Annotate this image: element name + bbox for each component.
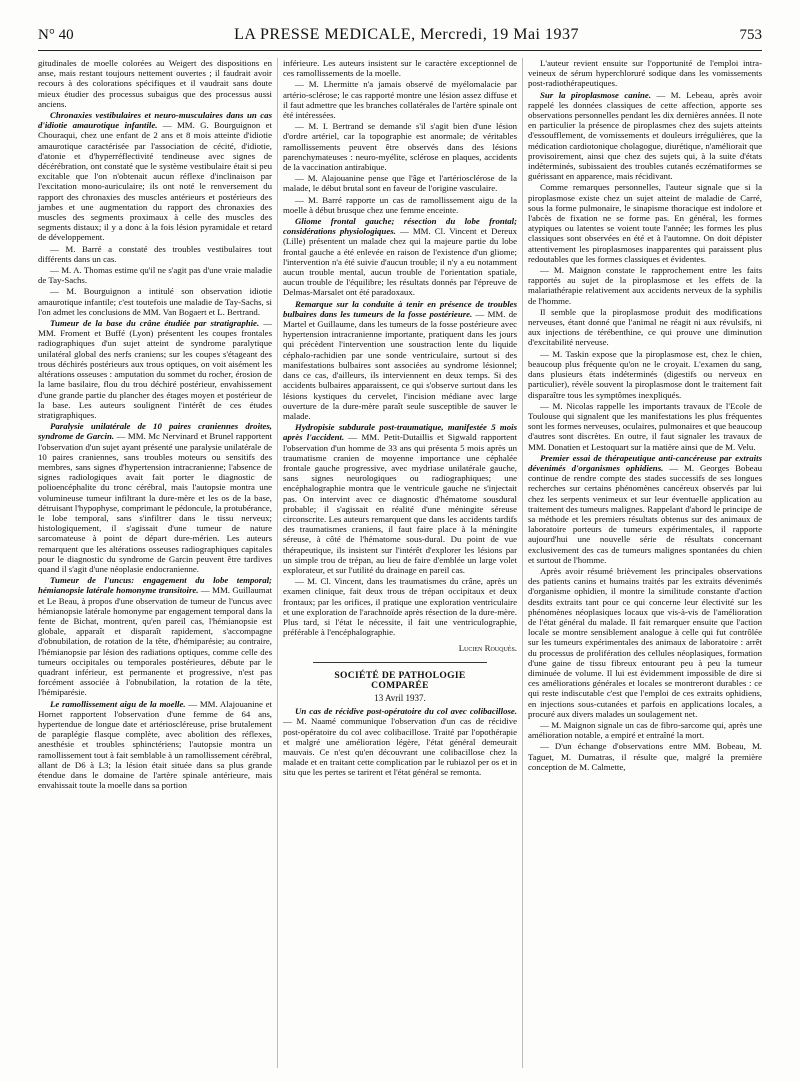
article-body: — MM. Mc Nervinard et Brunel rapportent l'observation d'un sujet ayant présenté une paralysie unilatérale de 10 paires craniennes, sans troubles moteurs ou sensitifs des membres, sans signes d'hypertension intracranienne; l'absence de signes radiologiques avait fait porter le diagnostic de polioencéphalite du tronc cérébral, mais l'autopsie montra une volumineuse tumeur infiltrant la dure-mère et les os de la base, détruisant l'hypophyse, comprimant le pédoncule, la protubérance, le lobe temporal, sans s'infiltrer dans le tissu nerveux; histologiquement, il s'agissait d'une tumeur de nature sarcomateuse à point de départ dure-mérien. Les auteurs remarquent que les altérations osseuses radiographiques capitales pour le diagnostic du syndrome de Garcin peuvent être tardives quand il s'agit d'une néoplasie endocranienne. xyxy=(38,431,272,574)
paragraph: — D'un échange d'observations entre MM. Bobeau, M. Taguet, M. Dumatras, il résulte que, malgré la première conception de M. Calmette, xyxy=(528,741,762,772)
paragraph: L'auteur revient ensuite sur l'opportunité de l'emploi intra-veineux de sérum hyperchloruré sodique dans les vomissements post-radiothérapeutiques. xyxy=(528,58,762,89)
column-divider-1 xyxy=(277,58,278,1068)
article-heading: Tumeur de la base du crâne étudiée par stratigraphie. xyxy=(50,318,260,329)
paragraph xyxy=(283,422,517,575)
article-heading: Paralysie unilatérale de 10 paires craniennes droites, syndrome de Garcin. xyxy=(38,421,272,442)
paragraph: Comme remarques personnelles, l'auteur signale que si la piroplasmose existe chez un sujet atteint de maladie de Carré, sous la forme pulmonaire, le sinapisme thoracique est indolore et l'abcès de fixation ne se forme pas. En général, les formes atypiques ou latentes se voient toute l'année; les formes les plus classiques sont observées en été et à l'automne. On doit dépister attentivement les piroplasmoses inapparentes qui paraissent plus redoutables que les formes classiques et évidentes. xyxy=(528,182,762,264)
paragraph: — M. Lhermitte n'a jamais observé de myélomalacie par artério-sclérose; le cas rapporté montre une lésion assez diffuse et il faut admettre que les branches collatérales de l'artère spinale ont été intéressées. xyxy=(283,79,517,121)
journal-title: LA PRESSE MEDICALE, Mercredi, 19 Mai 1937 xyxy=(234,26,579,43)
paragraph xyxy=(38,575,272,697)
article-heading: Premier essai de thérapeutique anti-cancéreuse par extraits dévenimés d'organismes ophidiens. xyxy=(528,452,762,473)
paragraph: — M. Cl. Vincent, dans les traumatismes du crâne, après un examen clinique, fait deux trous de trépan occipitaux et deux frontaux; par les orifices, il pratique une exploration ventriculaire et une exploration de l'arachnoïde après résection de la dure-mère. Plus tard, si l'état le nécessite, il fait une ventriculographie, préférable à l'encéphalographie. xyxy=(283,576,517,638)
paragraph xyxy=(283,216,517,298)
article-body: — M. Lebeau, après avoir rappelé les données classiques de cette affection, apporte ses observations personnelles pendant les dix dernières années. Il note en particulier la présence de piroplasmes chez des sujets atteints d'essoufflement, de vomissements et douleurs irrégulières, que la médication cardiotonique cholagogue, diurétique, n'améliorait que provisoirement, ainsi que chez des sujets qui, à la suite d'états indéterminés, subissaient des troubles cutanés eczématiformes se guérissant en apparence, mais récidivant. xyxy=(528,89,762,182)
paragraph: Il semble que la piroplasmose produit des modifications nerveuses, étant donné que l'animal ne réagit ni aux révulsifs, ni aux injections de térébenthine, ce qui prouve une diminution d'excitabilité nerveuse. xyxy=(528,306,762,348)
paragraph: — M. Barré rapporte un cas de ramollissement aigu de la moelle à début brusque chez une femme enceinte. xyxy=(283,194,517,215)
author-signature: Lucien Rouquès. xyxy=(458,643,517,654)
paragraph: — M. Taskin expose que la piroplasmose est, chez le chien, beaucoup plus fréquente qu'on ne le croyait. L'examen du sang, dans plusieurs états indéterminés (digestifs ou nerveux en particulier), révèle souvent la piroplasmose dont le traitement fait disparaître tous les symptômes inexpliqués. xyxy=(528,348,762,400)
paragraph: gitudinales de moelle colorées au Weigert des dispositions en anse, mais restant toujours nettement ouvertes ; il faudrait avoir recours à des colorations spécifiques et il vaudrait sans doute mieux étudier des processus subaigus que des processus aussi anciens. xyxy=(38,58,272,109)
society-title: SOCIÉTÉ DE PATHOLOGIE COMPARÉE xyxy=(313,662,487,691)
article-heading: Gliome frontal gauche; résection du lobe frontal; considérations physiologiques. xyxy=(283,216,517,237)
paragraph xyxy=(528,90,762,182)
article-heading: Hydropisie subdurale post-traumatique, manifestée 5 mois après l'accident. xyxy=(283,422,517,443)
column-1 xyxy=(38,58,272,791)
paragraph: inférieure. Les auteurs insistent sur le caractère exceptionnel de ces ramollissements de la moelle. xyxy=(283,58,517,79)
paragraph xyxy=(38,699,272,791)
header-rule xyxy=(38,50,762,51)
article-body: — MM. G. Bourguignon et Chouraqui, chez une enfant de 2 ans et 8 mois atteinte d'idiotie amaurotique caractérisée par l'association de cécité, d'idiotie, d'atonie et d'hyperréflectivité tendineuse avec signes de décérébration, ont constaté que le système vestibulaire était si peu excitable que l'on n'obtenait aucun réflexe d'inclinaison par l'excitation mono-auriculaire; ils ont noté le renversement du rapport des chronaxies des muscles antérieurs et postérieurs des jambes et une augmentation du rapport des chronaxies des muscles des segments proximaux à celle des muscles des segments distaux; il y a donc à la fois lésion pyramidale et retard de développement. xyxy=(38,120,272,243)
paragraph: — M. A. Thomas estime qu'il ne s'agit pas d'une vraie maladie de Tay-Sachs. xyxy=(38,265,272,286)
article-body: — MM. de Martel et Guillaume, dans les tumeurs de la fosse postérieure avec hypertension intracranienne importante, pratiquent dans les jours qui précèdent l'intervention une soustraction lente du liquide céphalo-rachidien par une sonde ventriculaire, surtout si des manifestations bulbaires sont associées au syndrome lésionnel; dans ce cas, d'ailleurs, ils interviennent en deux temps. Si des accidents bulbaires apparaissent, ce qui s'observe surtout dans les lésions kystiques du cervelet, l'incision médiane avec large ouverture de la dure-mère paraît seule susceptible de sauver le malade. xyxy=(283,308,517,421)
article-body: — MM. Guillaumat et Le Beau, à propos d'une observation de tumeur de l'uncus avec hémianopsie latérale homonyme par engagement temporal dans la fente de Bichat, montrent, qu'en pareil cas, l'hémianopsie est globale, apparaît et disparaît rapidement, s'accompagne d'obnubilation, de rotation de la tête, d'hémiparésie; au contraire, l'hémianopsie par lésion des radiations optiques, comme celle des tumeurs occipitales ou temporales postérieures, débute par le quadrant inférieur, est permanente et progressive, n'est pas forcément associée à l'obnubilation, la rotation de la tête, l'hémiparésie. xyxy=(38,585,272,698)
article-heading: Chronaxies vestibulaires et neuro-musculaires dans un cas d'idiotie amaurotique infantile. xyxy=(38,110,272,131)
paragraph xyxy=(283,299,517,421)
article-body: — MM. Petit-Dutaillis et Sigwald rapportent l'observation d'un homme de 33 ans qui présenta 5 mois après un traumatisme cranien de moyenne importance une céphalée frontale gauche progressive, avec mydriase unilatérale gauche, sans signes neurologiques ou radiographiques; une encéphalographie montra que le ventricule gauche ne s'injectait pas. On intervint avec ce diagnostic d'hématome sousdural probable; il s'agissait en réalité d'une méningite séreuse circonscrite. Les auteurs remarquent que dans les accidents tardifs des traumatismes craniens, il faut faire place à la méningite séreuse, à côté de l'hématome sous-dural. Du point de vue thérapeutique, ils insistent sur l'intérêt d'explorer les lésions par un simple trou de trépan, au lieu de faire d'emblée un large volet explorateur, et sur l'utilité du drainage en pareil cas. xyxy=(283,432,517,575)
paragraph: — M. Bourguignon a intitulé son observation idiotie amaurotique infantile; c'est toutefois une maladie de Tay-Sachs, si l'on admet les conclusions de MM. Van Bogaert et L. Bertrand. xyxy=(38,286,272,317)
page-header xyxy=(38,26,762,50)
column-divider-2 xyxy=(522,58,523,1068)
article-body: — MM. Alajouanine et Hornet rapportent l'observation d'une femme de 64 ans, hypertendue de longue date et artérioscléreuse, prise brutalement de paraplégie flasque complète, avec abolition des réflexes, anesthésie et troubles sphinctériens; l'autopsie montra un ramollissement tout à fait semblable à un ramollissement cérébral, allant de D6 à L3; la lésion était située dans sa plus grande étendue dans le domaine de l'artère spinale antérieure, mais envahissait toute la moelle dans sa portion xyxy=(38,698,272,791)
paragraph: — M. I. Bertrand se demande s'il s'agit bien d'une lésion d'ordre artériel, car la topographie est anormale; de véritables ramollissements peuvent être observés dans des lésions parenchymateuses : neuro-myélite, sclérose en plaques, accidents de la vaccination antirabique. xyxy=(283,121,517,173)
paragraph: — M. Maignon signale un cas de fibro-sarcome qui, après une amélioration notable, a empiré et entraîné la mort. xyxy=(528,720,762,741)
article-body: — M. Georges Bobeau continue de rendre compte des stades successifs de ses longues recherches sur certains phénomènes cancéreux observés par lui chez les serpents venimeux et sur leur éventuelle application au traitement des tumeurs malignes. Rappelant d'abord le principe de sa méthode et les premiers résultats obtenus sur des animaux de laboratoire porteurs de tumeurs expérimentales, il rapporte aujourd'hui une nouvelle série de résultats concernant exclusivement des cas de tumeurs malignes spontanées du chien et surtout de l'homme. xyxy=(528,462,762,565)
society-date: 13 Avril 1937. xyxy=(374,692,426,703)
column-3 xyxy=(528,58,762,773)
column-2 xyxy=(283,58,517,779)
paragraph: — M. Maignon constate le rapprochement entre les faits rapportés au sujet de la piroplasmose et les effets de la malariathérapie relativement aux accidents nerveux de la syphilis de l'homme. xyxy=(528,265,762,306)
article-heading: Le ramollissement aigu de la moelle. xyxy=(50,698,186,709)
article-heading: Tumeur de l'uncus: engagement du lobe temporal; hémianopsie latérale homonyme transitoire. xyxy=(38,575,272,596)
paragraph xyxy=(38,318,272,420)
article-body: — MM. Froment et Buffé (Lyon) présentent les coupes frontales radiographiques d'un sujet atteint de syndrome paralytique unilatéral global des nerfs craniens; sur les coupes s'étageant des trous déchirés postérieurs aux trous optiques, on voit aisément les altérations osseuses : amputation du sommet du rocher, érosion de la lame basilaire, flou du trou déchiré postérieur, envahissement d'une grande partie du plancher des étages moyen et postérieur de la base. Les auteurs soulignent l'intérêt de ces études stratigraphiques. xyxy=(38,318,272,420)
paragraph xyxy=(283,706,517,777)
article-heading: Un cas de récidive post-opératoire du col avec colibacillose. xyxy=(295,706,517,717)
paragraph xyxy=(38,421,272,574)
paragraph: Après avoir résumé brièvement les principales observations des patients canins et humains traités par les extraits dévenimés d'organisme ophidien, il montre la similitude constante d'action desdits extraits tant pour ce qui concerne leur électivité sur les phénomènes néoplasiques locaux que vis-à-vis de l'amélioration de l'état général du malade. Il fait remarquer ensuite que l'action locale se montre sensiblement analogue à celle qui fut contrôlée sur les tumeurs expérimentales des animaux de laboratoire : arrêt du processus de prolifération des cellules néoplasiques, formation d'une gaine de tissu fibreux entourant peu à peu la tumeur diminuée de volume. Il lui est évidemment impossible de dire si ces améliorations générales et locales se montreront durables : ce qui reste indiscutable c'est que l'emploi de ces extraits ophidiens, en injections sous-cutanées et parfois en applications locales, a procuré aux divers malades un soulagement net. xyxy=(528,565,762,719)
paragraph: — M. Alajouanine pense que l'âge et l'artériosclérose de la malade, le début brutal sont en faveur de l'origine vasculaire. xyxy=(283,173,517,194)
paragraph: — M. Nicolas rappelle les importants travaux de l'Ecole de Toulouse qui signalent que les manifestations les plus fréquentes sont les formes nerveuses, oculaires, pulmonaires et que beaucoup d'autres sont discrètes. En outre, il faut signaler les travaux de MM. Donatien et Lestoquart sur la matière ainsi que de M. Velu. xyxy=(528,400,762,452)
paragraph: — M. Barré a constaté des troubles vestibulaires tout différents dans un cas. xyxy=(38,243,272,264)
article-body: — MM. Cl. Vincent et Dereux (Lille) présentent un malade chez qui la majeure partie du lobe frontal gauche a été enlevée en raison de l'existence d'un gliome; l'intervention n'a été suivie d'aucun trouble; il n'y a eu notamment aucun trouble mental, aucun trouble de l'orientation spatiale, aucun trouble de l'équilibre; les résultats donnés par l'épreuve de Delmas-Marsalet ont été paradoxaux. xyxy=(283,226,517,298)
page-number-left: N° 40 xyxy=(38,27,74,43)
paragraph xyxy=(38,110,272,243)
article-heading: Sur la piroplasmose canine. xyxy=(540,89,652,100)
paragraph xyxy=(528,453,762,565)
article-heading: Remarque sur la conduite à tenir en présence de troubles bulbaires dans les tumeurs de la fosse postérieure. xyxy=(283,298,517,319)
page-number-right: 753 xyxy=(739,27,762,43)
article-body: — M. Naamé communique l'observation d'un cas de récidive post-opératoire du col avec colibacillose. Traité par l'opothérapie et malgré une amélioration légère, l'état général demeurait mauvais. Ce n'est qu'en découvrant une colibacillose chez la malade et en traitant cette complication par le rubiazol per os et in situ que les pertes se tarirent et l'état général se remonta. xyxy=(283,716,517,778)
